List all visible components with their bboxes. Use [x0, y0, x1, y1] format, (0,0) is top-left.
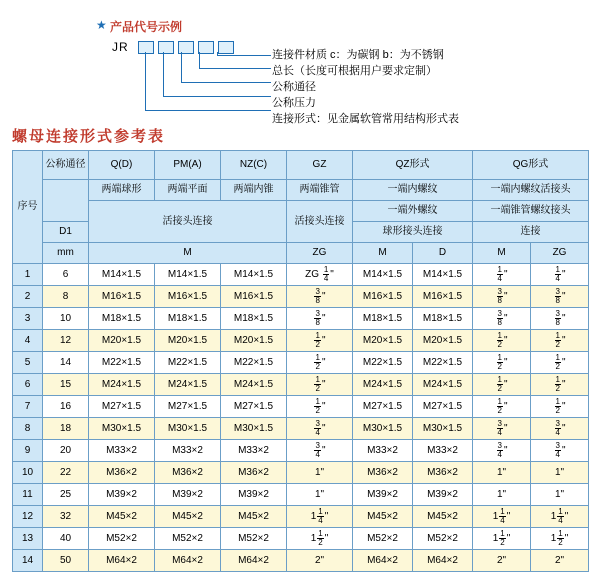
header-unit: ZG — [287, 243, 353, 264]
table-row — [13, 352, 589, 374]
row-q: M16×1.5 — [89, 286, 155, 308]
header-unit: M — [473, 243, 531, 264]
row-qz-d: M20×1.5 — [413, 330, 473, 352]
row-pm: M33×2 — [155, 440, 221, 462]
row-qg-zg: 2" — [531, 550, 589, 572]
row-q: M18×1.5 — [89, 308, 155, 330]
table-row — [13, 396, 589, 418]
row-nz: M14×1.5 — [221, 264, 287, 286]
row-qz-m: M39×2 — [353, 484, 413, 506]
row-qg-m: $\frac{1}{2}$ " — [473, 374, 531, 396]
row-qz-m: M20×1.5 — [353, 330, 413, 352]
header-end-type: 两端球形 — [89, 180, 155, 201]
row-nz: M24×1.5 — [221, 374, 287, 396]
row-q: M33×2 — [89, 440, 155, 462]
header-group-code: QZ形式 — [353, 151, 473, 180]
table-row — [13, 440, 589, 462]
row-qz-d: M52×2 — [413, 528, 473, 550]
row-seq: 14 — [13, 550, 43, 572]
row-qg-zg: $\frac{1}{2}$ " — [531, 352, 589, 374]
row-seq: 9 — [13, 440, 43, 462]
table-row — [13, 374, 589, 396]
row-qz-m: M52×2 — [353, 528, 413, 550]
leader-line — [181, 52, 182, 82]
header-group-code: Q(D) — [89, 151, 155, 180]
leader-line — [217, 55, 271, 56]
header-end-type: 两端平面 — [155, 180, 221, 201]
row-qg-m: $\frac{1}{2}$ " — [473, 396, 531, 418]
row-seq: 5 — [13, 352, 43, 374]
row-nz: M27×1.5 — [221, 396, 287, 418]
row-q: M27×1.5 — [89, 396, 155, 418]
row-qz-d: M33×2 — [413, 440, 473, 462]
row-gz: 1 $\frac{1}{2}$ " — [287, 528, 353, 550]
nut-connection-table — [12, 150, 588, 572]
legend-title: 产品代号示例 — [110, 20, 183, 34]
row-qz-d: M30×1.5 — [413, 418, 473, 440]
row-qg-m: $\frac{3}{8}$ " — [473, 286, 531, 308]
row-qz-d: M18×1.5 — [413, 308, 473, 330]
row-dn: 40 — [43, 528, 89, 550]
legend-label: 公称通径 — [272, 81, 316, 93]
code-prefix: JR — [112, 40, 129, 54]
row-dn: 14 — [43, 352, 89, 374]
row-dn: 32 — [43, 506, 89, 528]
row-nz: M30×1.5 — [221, 418, 287, 440]
row-q: M36×2 — [89, 462, 155, 484]
row-nz: M39×2 — [221, 484, 287, 506]
row-qg-m: $\frac{1}{4}$ " — [473, 264, 531, 286]
row-qz-m: M33×2 — [353, 440, 413, 462]
header-unit: D — [413, 243, 473, 264]
row-gz: $\frac{1}{2}$ " — [287, 330, 353, 352]
row-seq: 7 — [13, 396, 43, 418]
row-dn: 22 — [43, 462, 89, 484]
row-qz-d: M14×1.5 — [413, 264, 473, 286]
code-box — [198, 41, 214, 54]
row-nz: M45×2 — [221, 506, 287, 528]
table-header — [13, 151, 589, 264]
row-nz: M16×1.5 — [221, 286, 287, 308]
row-dn: 6 — [43, 264, 89, 286]
row-gz: 1" — [287, 484, 353, 506]
table-row — [13, 484, 589, 506]
table-row — [13, 286, 589, 308]
row-qg-m: 1 $\frac{1}{4}$ " — [473, 506, 531, 528]
row-pm: M22×1.5 — [155, 352, 221, 374]
header-dn-blank — [43, 180, 89, 222]
row-nz: M33×2 — [221, 440, 287, 462]
row-qg-m: $\frac{1}{2}$ " — [473, 330, 531, 352]
row-nz: M20×1.5 — [221, 330, 287, 352]
row-gz: 2" — [287, 550, 353, 572]
row-qg-m: 1 $\frac{1}{2}$ " — [473, 528, 531, 550]
header-end-type: 一端外螺纹 — [353, 201, 473, 222]
row-gz: ZG $\frac{1}{4}$ " — [287, 264, 353, 286]
row-pm: M24×1.5 — [155, 374, 221, 396]
row-dn: 18 — [43, 418, 89, 440]
row-nz: M64×2 — [221, 550, 287, 572]
row-qz-d: M36×2 — [413, 462, 473, 484]
header-group-code: PM(A) — [155, 151, 221, 180]
star-icon: ★ — [96, 18, 107, 32]
table-row — [13, 462, 589, 484]
row-pm: M27×1.5 — [155, 396, 221, 418]
row-qg-zg: 1 $\frac{1}{2}$ " — [531, 528, 589, 550]
row-qg-zg: $\frac{1}{4}$ " — [531, 264, 589, 286]
row-dn: 25 — [43, 484, 89, 506]
row-qg-zg: $\frac{1}{2}$ " — [531, 396, 589, 418]
row-qz-d: M16×1.5 — [413, 286, 473, 308]
row-qg-zg: $\frac{3}{4}$ " — [531, 418, 589, 440]
row-qz-m: M24×1.5 — [353, 374, 413, 396]
header-dn-sub: D1 — [43, 222, 89, 243]
row-nz: M22×1.5 — [221, 352, 287, 374]
row-qz-m: M64×2 — [353, 550, 413, 572]
legend-label: 连接形式：见金属软管常用结构形式表 — [272, 113, 459, 125]
table-row — [13, 264, 589, 286]
row-qg-m: $\frac{3}{8}$ " — [473, 308, 531, 330]
row-pm: M39×2 — [155, 484, 221, 506]
row-q: M14×1.5 — [89, 264, 155, 286]
row-q: M30×1.5 — [89, 418, 155, 440]
row-qg-zg: $\frac{3}{8}$ " — [531, 286, 589, 308]
row-seq: 10 — [13, 462, 43, 484]
row-qz-d: M45×2 — [413, 506, 473, 528]
row-qg-m: $\frac{3}{4}$ " — [473, 440, 531, 462]
row-qz-d: M39×2 — [413, 484, 473, 506]
row-q: M52×2 — [89, 528, 155, 550]
row-q: M20×1.5 — [89, 330, 155, 352]
row-qg-zg: 1" — [531, 462, 589, 484]
row-seq: 1 — [13, 264, 43, 286]
row-seq: 12 — [13, 506, 43, 528]
row-nz: M36×2 — [221, 462, 287, 484]
row-qz-m: M30×1.5 — [353, 418, 413, 440]
table-body — [13, 264, 589, 572]
section-title: 螺母连接形式参考表 — [12, 128, 166, 145]
row-qg-zg: 1 $\frac{1}{4}$ " — [531, 506, 589, 528]
header-end-type: 两端内锥 — [221, 180, 287, 201]
table-row — [13, 528, 589, 550]
legend-label: 连接件材质 c：为碳钢 b：为不锈钢 — [272, 49, 444, 61]
row-seq: 4 — [13, 330, 43, 352]
row-qz-d: M22×1.5 — [413, 352, 473, 374]
legend-label: 公称压力 — [272, 97, 316, 109]
code-boxes — [138, 41, 234, 54]
header-connection: 活接头连接 — [287, 201, 353, 243]
row-qz-m: M22×1.5 — [353, 352, 413, 374]
row-q: M39×2 — [89, 484, 155, 506]
row-seq: 11 — [13, 484, 43, 506]
row-nz: M52×2 — [221, 528, 287, 550]
row-seq: 13 — [13, 528, 43, 550]
row-nz: M18×1.5 — [221, 308, 287, 330]
table-row — [13, 330, 589, 352]
row-qz-m: M14×1.5 — [353, 264, 413, 286]
row-dn: 10 — [43, 308, 89, 330]
leader-line — [199, 52, 200, 68]
legend-label-list — [272, 48, 459, 128]
row-q: M24×1.5 — [89, 374, 155, 396]
header-end-type: 一端锥管螺纹接头 — [473, 201, 589, 222]
row-seq: 6 — [13, 374, 43, 396]
row-pm: M14×1.5 — [155, 264, 221, 286]
leader-line — [163, 96, 271, 97]
row-q: M64×2 — [89, 550, 155, 572]
row-qg-m: 1" — [473, 462, 531, 484]
table-row — [13, 308, 589, 330]
row-qz-d: M24×1.5 — [413, 374, 473, 396]
leader-line — [199, 68, 271, 69]
table-row — [13, 506, 589, 528]
row-dn: 20 — [43, 440, 89, 462]
row-qg-m: 1" — [473, 484, 531, 506]
row-gz: 1 $\frac{1}{4}$ " — [287, 506, 353, 528]
row-pm: M52×2 — [155, 528, 221, 550]
row-qg-m: 2" — [473, 550, 531, 572]
row-gz: $\frac{1}{2}$ " — [287, 352, 353, 374]
row-qz-d: M64×2 — [413, 550, 473, 572]
header-group-code: NZ(C) — [221, 151, 287, 180]
row-qg-zg: $\frac{3}{8}$ " — [531, 308, 589, 330]
row-pm: M16×1.5 — [155, 286, 221, 308]
row-pm: M30×1.5 — [155, 418, 221, 440]
header-unit: M — [353, 243, 413, 264]
leader-line — [163, 52, 164, 96]
row-gz: $\frac{3}{8}$ " — [287, 308, 353, 330]
header-end-type: 一端内螺纹 — [353, 180, 473, 201]
header-connection: 连接 — [473, 222, 589, 243]
row-qg-zg: 1" — [531, 484, 589, 506]
legend-label: 总长（长度可根据用户要求定制） — [272, 65, 437, 77]
leader-line — [181, 82, 271, 83]
row-qz-d: M27×1.5 — [413, 396, 473, 418]
row-qg-zg: $\frac{1}{2}$ " — [531, 330, 589, 352]
row-pm: M45×2 — [155, 506, 221, 528]
row-gz: $\frac{3}{4}$ " — [287, 440, 353, 462]
table-row — [13, 418, 589, 440]
header-unit: M — [89, 243, 287, 264]
product-code-legend — [0, 0, 600, 125]
header-seq: 序号 — [13, 151, 43, 264]
header-connection: 球形接头连接 — [353, 222, 473, 243]
row-pm: M64×2 — [155, 550, 221, 572]
row-gz: $\frac{3}{4}$ " — [287, 418, 353, 440]
row-pm: M36×2 — [155, 462, 221, 484]
row-qz-m: M45×2 — [353, 506, 413, 528]
row-gz: 1" — [287, 462, 353, 484]
code-box — [138, 41, 154, 54]
row-dn: 16 — [43, 396, 89, 418]
row-gz: $\frac{1}{2}$ " — [287, 374, 353, 396]
row-pm: M20×1.5 — [155, 330, 221, 352]
row-gz: $\frac{1}{2}$ " — [287, 396, 353, 418]
row-seq: 2 — [13, 286, 43, 308]
row-seq: 8 — [13, 418, 43, 440]
header-group-code: QG形式 — [473, 151, 589, 180]
row-gz: $\frac{3}{8}$ " — [287, 286, 353, 308]
row-qz-m: M36×2 — [353, 462, 413, 484]
header-dn: 公称通径 — [43, 151, 89, 180]
reference-table — [12, 150, 589, 572]
header-dn-unit: mm — [43, 243, 89, 264]
row-dn: 15 — [43, 374, 89, 396]
code-box — [158, 41, 174, 54]
row-q: M45×2 — [89, 506, 155, 528]
row-qz-m: M16×1.5 — [353, 286, 413, 308]
leader-line — [145, 52, 146, 110]
row-qg-m: $\frac{1}{2}$ " — [473, 352, 531, 374]
row-qz-m: M18×1.5 — [353, 308, 413, 330]
header-unit: ZG — [531, 243, 589, 264]
row-dn: 50 — [43, 550, 89, 572]
header-connection: 活接头连接 — [89, 201, 287, 243]
header-end-type: 两端锥管 — [287, 180, 353, 201]
code-box — [218, 41, 234, 54]
row-pm: M18×1.5 — [155, 308, 221, 330]
row-seq: 3 — [13, 308, 43, 330]
row-qg-zg: $\frac{1}{2}$ " — [531, 374, 589, 396]
header-group-code: GZ — [287, 151, 353, 180]
row-dn: 12 — [43, 330, 89, 352]
row-qg-m: $\frac{3}{4}$ " — [473, 418, 531, 440]
row-q: M22×1.5 — [89, 352, 155, 374]
leader-line — [145, 110, 271, 111]
row-qz-m: M27×1.5 — [353, 396, 413, 418]
header-end-type: 一端内螺纹活接头 — [473, 180, 589, 201]
row-qg-zg: $\frac{3}{4}$ " — [531, 440, 589, 462]
table-row — [13, 550, 589, 572]
row-dn: 8 — [43, 286, 89, 308]
